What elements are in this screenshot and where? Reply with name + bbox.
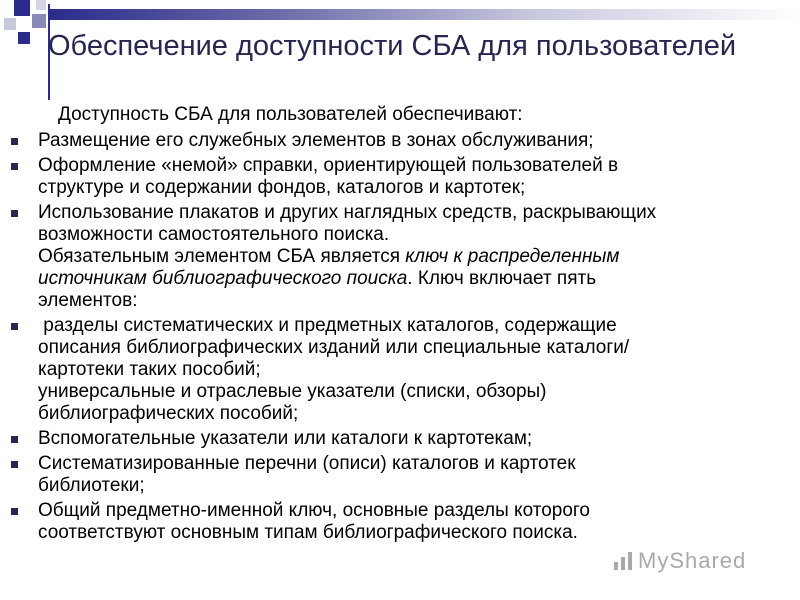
slide-title: Обеспечение доступности СБА для пользователей bbox=[48, 30, 737, 62]
bullet-text: библиотеки; bbox=[38, 475, 145, 496]
bullet-text: Вспомогательные указатели или каталоги к картотекам; bbox=[38, 428, 533, 449]
bullet-item bbox=[0, 155, 780, 199]
bar-chart-icon bbox=[612, 550, 634, 572]
extra-text: Обязательным элементом СБА является bbox=[38, 246, 406, 267]
bullet-text: разделы систематических и предметных каталогов, содержащие bbox=[38, 315, 617, 336]
extra-text: . Ключ включает пять bbox=[407, 268, 597, 289]
bullet-text: структуре и содержании фондов, каталогов и картотек; bbox=[38, 177, 526, 198]
decor-square bbox=[32, 14, 46, 28]
bullet-text: универсальные и отраслевые указатели (списки, обзоры) bbox=[38, 381, 547, 402]
watermark-text: MyShared bbox=[638, 548, 747, 573]
bullet-text: Размещение его служебных элементов в зонах обслуживания; bbox=[38, 130, 594, 151]
bullet-item bbox=[0, 500, 780, 544]
bullet-item bbox=[0, 315, 780, 425]
decor-square bbox=[4, 18, 16, 30]
bullet-text: библиографических пособий; bbox=[38, 403, 299, 424]
bullet-text: картотеки таких пособий; bbox=[38, 359, 261, 380]
bullet-item bbox=[0, 130, 780, 152]
header-gradient-bar bbox=[48, 9, 800, 20]
bullet-item bbox=[0, 428, 780, 450]
decor-square bbox=[18, 32, 30, 44]
bullet-text: Общий предметно-именной ключ, основные разделы которого bbox=[38, 500, 590, 521]
decor-square bbox=[36, 0, 46, 10]
bullet-text-extra bbox=[38, 268, 780, 290]
bullet-text: возможности самостоятельного поиска. bbox=[38, 224, 390, 245]
bullet-text: соответствуют основным типам библиографического поиска. bbox=[38, 522, 578, 543]
decor-square bbox=[14, 0, 30, 16]
extra-italic-text: источникам библиографического поиска bbox=[38, 268, 408, 289]
slide-intro: Доступность СБА для пользователей обеспечивают: bbox=[58, 104, 523, 125]
bullet-list bbox=[0, 130, 780, 547]
watermark-logo bbox=[612, 548, 746, 574]
extra-italic-text: ключ к распределенным bbox=[405, 246, 620, 267]
bullet-item bbox=[0, 453, 780, 497]
bullet-text-extra bbox=[38, 246, 780, 268]
bullet-item bbox=[0, 202, 780, 312]
bullet-text: Оформление «немой» справки, ориентирующей пользователей в bbox=[38, 155, 619, 176]
bullet-text: Систематизированные перечни (описи) каталогов и картотек bbox=[38, 453, 576, 474]
bullet-text: описания библиографических изданий или специальные каталоги/ bbox=[38, 337, 630, 358]
bullet-text: элементов: bbox=[38, 290, 138, 311]
bullet-text: Использование плакатов и других наглядных средств, раскрывающих bbox=[38, 202, 657, 223]
